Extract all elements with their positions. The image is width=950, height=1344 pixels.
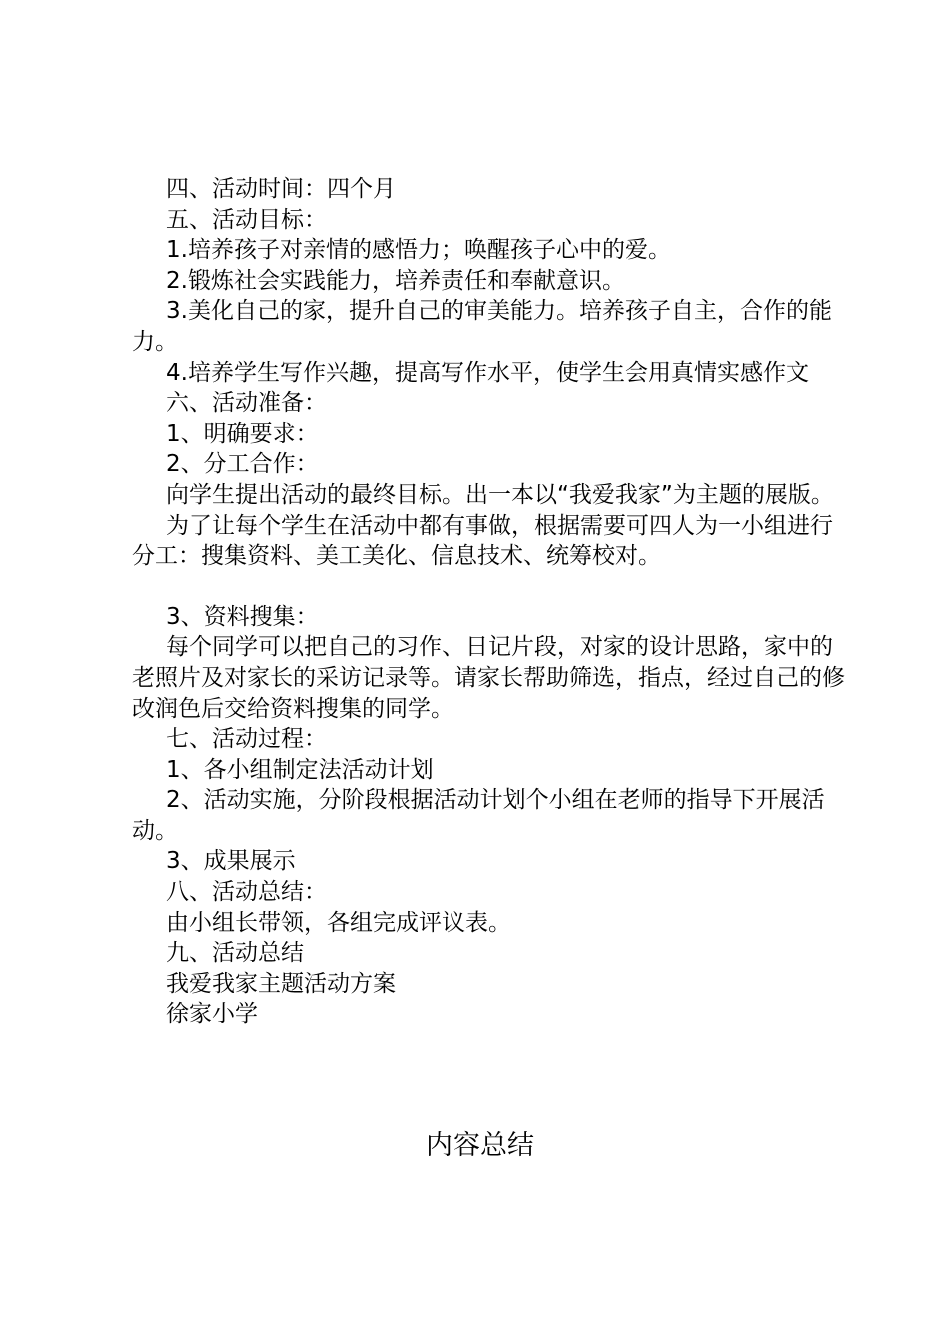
paragraph: 四、活动时间：四个月 [166, 176, 396, 202]
paragraph: 九、活动总结 [166, 940, 304, 967]
paragraph: 2.锻炼社会实践能力，培养责任和奉献意识。 [166, 267, 625, 294]
paragraph: 我爱我家主题活动方案 [166, 970, 396, 997]
paragraph: 五、活动目标： [166, 206, 327, 233]
paragraph: 向学生提出活动的最终目标。出一本以“我爱我家”为主题的展版。 [166, 481, 834, 508]
paragraph: 2、活动实施，分阶段根据活动计划个小组在老师的指导下开展活动。 [132, 787, 825, 844]
paragraph: 1、明确要求： [166, 420, 319, 447]
summary-heading: 内容总结 [426, 1130, 534, 1161]
paragraph: 徐家小学 [166, 1001, 258, 1028]
paragraph: 六、活动准备： [166, 390, 327, 417]
paragraph: 3.美化自己的家，提升自己的审美能力。培养孩子自主，合作的能力。 [132, 298, 832, 355]
paragraph: 每个同学可以把自己的习作、日记片段，对家的设计思路，家中的老照片及对家长的采访记录等。请家长帮助筛选，指点，经过自己的修改润色后交给资料搜集的同学。 [132, 634, 845, 722]
paragraph: 1、各小组制定法活动计划 [166, 756, 434, 783]
blank-line [132, 572, 847, 602]
paragraph: 八、活动总结： [166, 879, 327, 906]
document-body [132, 174, 847, 1030]
paragraph: 3、资料搜集： [166, 603, 319, 630]
paragraph: 1.培养孩子对亲情的感悟力；唤醒孩子心中的爱。 [166, 237, 671, 264]
paragraph: 3、成果展示 [166, 848, 296, 875]
paragraph: 由小组长带领，各组完成评议表。 [166, 909, 511, 936]
paragraph: 为了让每个学生在活动中都有事做，根据需要可四人为一小组进行分工：搜集资料、美工美化、信息技术、统筹校对。 [132, 512, 833, 570]
paragraph: 4.培养学生写作兴趣，提高写作水平，使学生会用真情实感作文 [166, 359, 809, 386]
paragraph: 七、活动过程： [166, 726, 327, 753]
paragraph: 2、分工合作： [166, 451, 319, 478]
